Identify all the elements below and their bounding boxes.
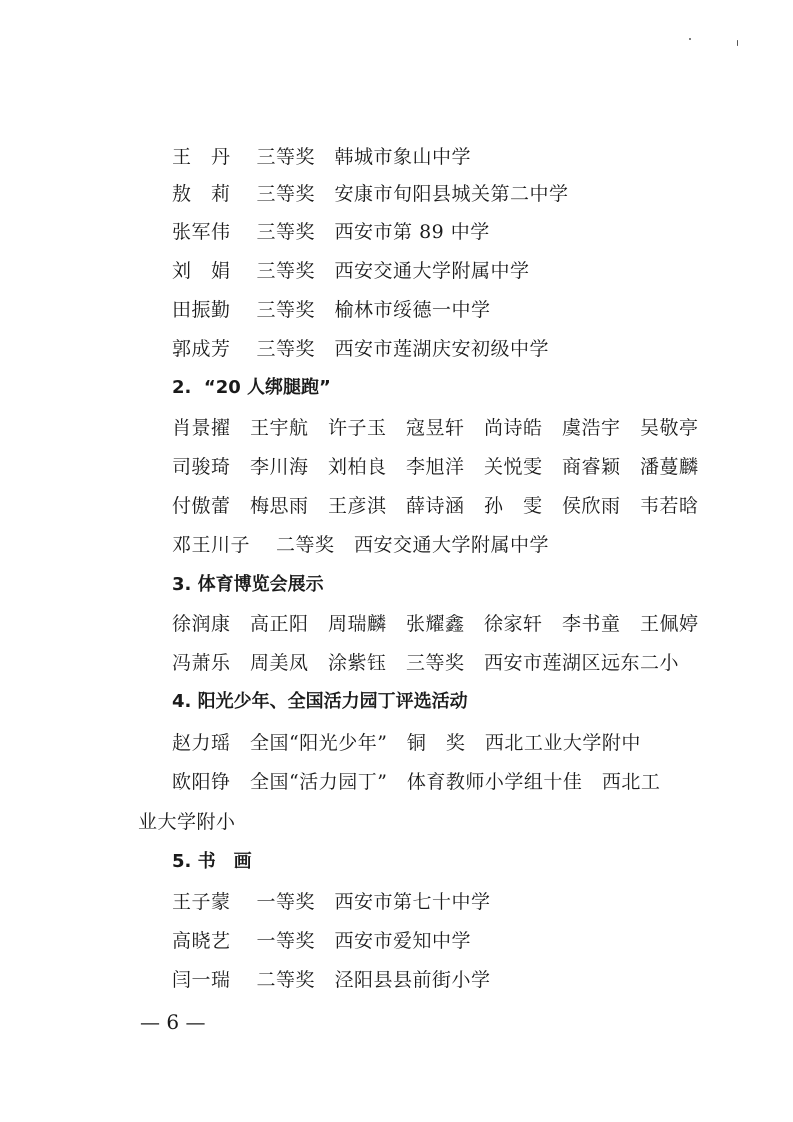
award-line: 邓王川子 二等奖 西安交通大学附属中学 (172, 534, 550, 556)
page-number: — 6 — (140, 1010, 206, 1034)
scan-speck (689, 38, 691, 40)
participant-line: 司骏琦 李川海 刘柏良 李旭洋 关悦雯 商睿颖 潘蔓麟 (172, 456, 699, 478)
participant-line: 付傲蕾 梅思雨 王彦淇 薛诗涵 孙 雯 侯欣雨 韦若晗 (172, 495, 699, 517)
award-line: 闫一瑞 二等奖 泾阳县县前街小学 (172, 969, 491, 991)
award-line: 张军伟 三等奖 西安市第 89 中学 (172, 221, 490, 243)
award-line: 赵力瑶 全国“阳光少年” 铜 奖 西北工业大学附中 (172, 732, 641, 754)
section-heading: 2. “20 人绑腿跑” (172, 377, 331, 398)
participant-line: 徐润康 高正阳 周瑞麟 张耀鑫 徐家轩 李书童 王佩婷 (172, 613, 699, 635)
award-line: 王 丹 三等奖 韩城市象山中学 (172, 146, 472, 168)
award-line: 敖 莉 三等奖 安康市旬阳县城关第二中学 (172, 183, 569, 205)
section-heading: 4. 阳光少年、全国活力园丁评选活动 (172, 691, 468, 712)
section-heading: 3. 体育博览会展示 (172, 574, 324, 595)
award-line: 刘 娟 三等奖 西安交通大学附属中学 (172, 260, 530, 282)
participant-line: 肖景擢 王宇航 许子玉 寇昱轩 尚诗皓 虞浩宇 吴敬亭 (172, 417, 699, 439)
award-line: 高晓艺 一等奖 西安市爱知中学 (172, 930, 472, 952)
award-line-continuation: 业大学附小 (138, 811, 236, 833)
scan-speck (737, 40, 738, 46)
award-line: 田振勤 三等奖 榆林市绥德一中学 (172, 299, 491, 321)
section-heading: 5. 书 画 (172, 851, 252, 872)
award-line: 欧阳铮 全国“活力园丁” 体育教师小学组十佳 西北工 (172, 771, 661, 793)
participant-line: 冯萧乐 周美凤 涂紫钰 三等奖 西安市莲湖区远东二小 (172, 652, 680, 674)
award-line: 王子蒙 一等奖 西安市第七十中学 (172, 891, 491, 913)
award-line: 郭成芳 三等奖 西安市莲湖庆安初级中学 (172, 338, 550, 360)
